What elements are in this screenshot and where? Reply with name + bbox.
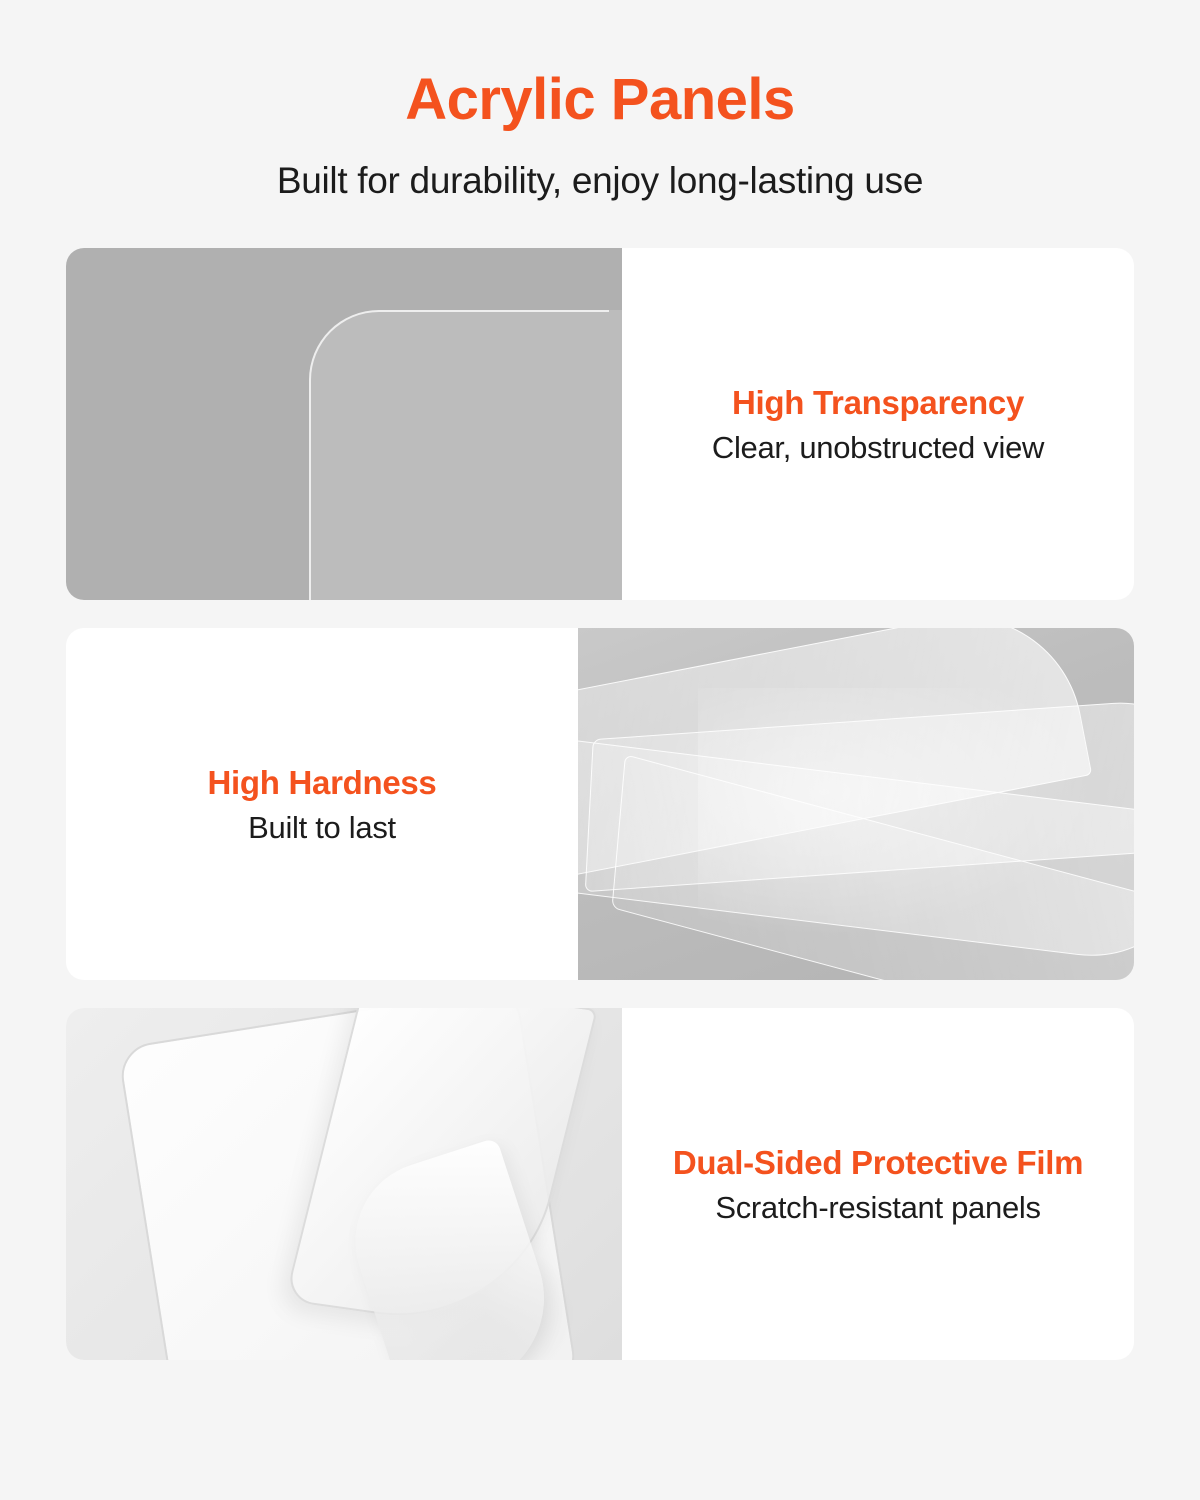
page-header [0, 0, 1200, 202]
feature-title: High Hardness [207, 763, 437, 801]
feature-card [66, 628, 1134, 980]
feature-copy [622, 1008, 1134, 1360]
panel-rounded-edge [309, 310, 609, 600]
feature-card [66, 1008, 1134, 1360]
feature-card-list [0, 248, 1200, 1360]
layered-protective-film-photo [578, 628, 1134, 980]
feature-description: Built to last [248, 809, 396, 845]
page-subtitle: Built for durability, enjoy long-lasting use [276, 159, 924, 201]
feature-copy [66, 628, 578, 980]
feature-title: High Transparency [732, 383, 1024, 421]
feature-title: Dual-Sided Protective Film [672, 1143, 1084, 1181]
feature-card [66, 248, 1134, 600]
feature-copy [622, 248, 1134, 600]
acrylic-panel-corner-photo [66, 248, 622, 600]
page-title: Acrylic Panels [405, 67, 795, 132]
peeling-film-panel-photo [66, 1008, 622, 1360]
feature-description: Scratch-resistant panels [715, 1189, 1041, 1225]
feature-description: Clear, unobstructed view [711, 429, 1045, 465]
